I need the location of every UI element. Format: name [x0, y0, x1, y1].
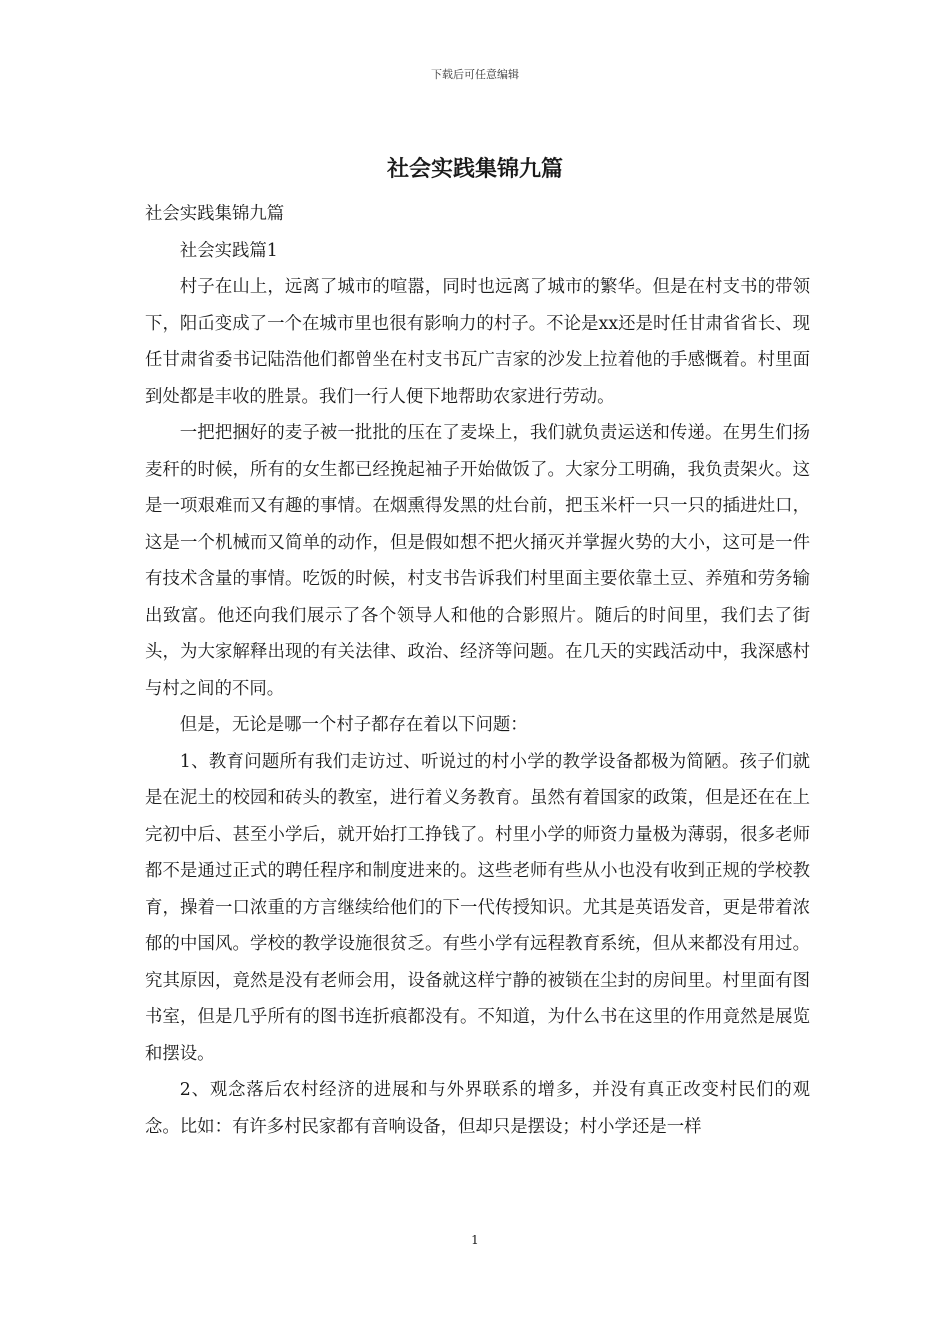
paragraph: 1、教育问题所有我们走访过、听说过的村小学的教学设备都极为简陋。孩子们就是在泥土的校园和砖头的教室，进行着义务教育。虽然有着国家的政策，但是还在在上完初中后、甚至小学后，就开始打工挣钱了。村里小学的师资力量极为薄弱，很多老师都不是通过正式的聘任程序和制度进来的。这些老师有些从小也没有收到正规的学校教育，操着一口浓重的方言继续给他们的下一代传授知识。尤其是英语发音，更是带着浓郁的中国风。学校的教学设施很贫乏。有些小学有远程教育系统，但从来都没有用过。究其原因，竟然是没有老师会用，设备就这样宁静的被锁在尘封的房间里。村里面有图书室，但是几乎所有的图书连折痕都没有。不知道，为什么书在这里的作用竟然是展览和摆设。 [145, 751, 810, 1064]
paragraph: 但是，无论是哪一个村子都存在着以下问题： [179, 715, 528, 735]
paragraph: 社会实践篇1 [179, 240, 278, 261]
paragraph: 村子在山上，远离了城市的喧嚣，同时也远离了城市的繁华。但是在村支书的带领下，阳屲变成了一个在城市里也很有影响力的村子。不论是xx还是时任甘肃省省长、现任甘肃省委书记陆浩他们都曾坐在村支书瓦广吉家的沙发上拉着他的手感慨着。村里面到处都是丰收的胜景。我们一行人便下地帮助农家进行劳动。 [145, 277, 810, 407]
document-body [145, 196, 810, 1145]
document-title: 社会实践集锦九篇 [386, 156, 563, 182]
paragraph: 一把把捆好的麦子被一批批的压在了麦垛上，我们就负责运送和传递。在男生们扬麦秆的时候，所有的女生都已经挽起袖子开始做饭了。大家分工明确，我负责架火。这是一项艰难而又有趣的事情。在烟熏得发黑的灶台前，把玉米杆一只一只的插进灶口，这是一个机械而又简单的动作，但是假如想不把火捅灭并掌握火势的大小，这可是一件有技术含量的事情。吃饭的时候，村支书告诉我们村里面主要依靠土豆、养殖和劳务输出致富。他还向我们展示了各个领导人和他的合影照片。随后的时间里，我们去了街头，为大家解释出现的有关法律、政治、经济等问题。在几天的实践活动中，我深感村与村之间的不同。 [145, 423, 810, 699]
paragraph: 社会实践集锦九篇 [145, 204, 285, 224]
page-number: 1 [471, 1233, 479, 1247]
paragraph: 2、观念落后农村经济的进展和与外界联系的增多，并没有真正改变村民们的观念。比如：有许多村民家都有音响设备，但却只是摆设；村小学还是一样 [145, 1080, 810, 1137]
header-note: 下载后可任意编辑 [431, 68, 519, 81]
